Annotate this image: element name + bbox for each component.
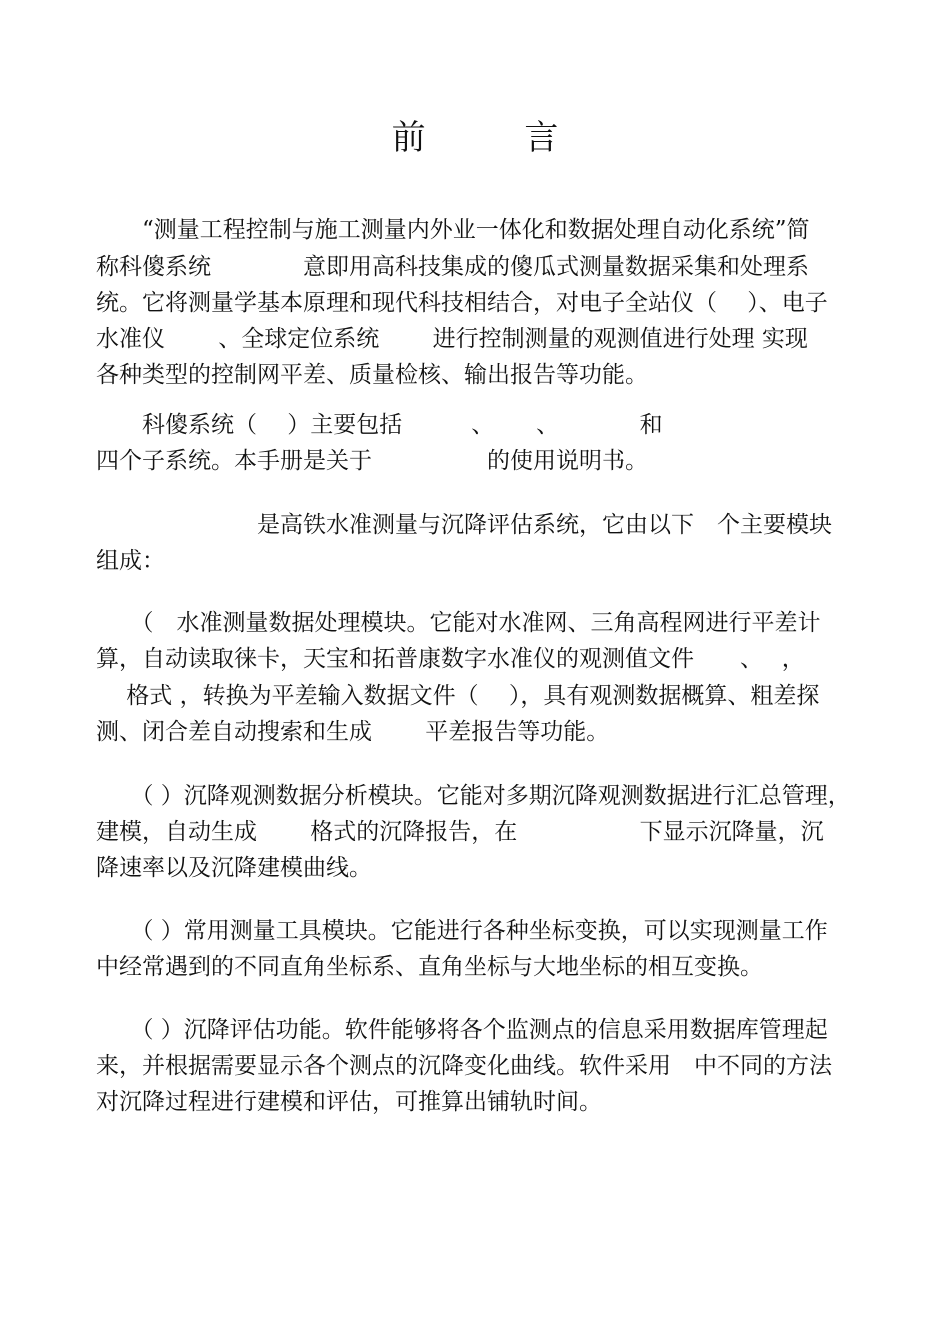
paragraph-line: 四个子系统。本手册是关于 的使用说明书。 bbox=[96, 448, 648, 474]
paragraph-line: 各种类型的控制网平差、质量检核、输出报告等功能。 bbox=[96, 362, 648, 388]
paragraph-line: （ 水准测量数据处理模块。它能对水准网、三角高程网进行平差计 bbox=[96, 610, 821, 636]
paragraph-line: 算，自动读取徕卡，天宝和拓普康数字水准仪的观测值文件 、 ， bbox=[96, 646, 805, 672]
paragraph-line: 水准仪 、全球定位系统 进行控制测量的观测值进行处理 实现 bbox=[96, 326, 808, 352]
paragraph-line: “测量工程控制与施工测量内外业一体化和数据处理自动化系统”简 bbox=[96, 217, 810, 243]
paragraph-line: 格式 ，转换为平差输入数据文件（ ），具有观测数据概算、粗差探 bbox=[96, 683, 820, 709]
paragraph-line: （ ）沉降观测数据分析模块。它能对多期沉降观测数据进行汇总管理， bbox=[96, 783, 851, 809]
paragraph-line: 来，并根据需要显示各个测点的沉降变化曲线。软件采用 中不同的方法 bbox=[96, 1053, 832, 1079]
page-title: 前 言 bbox=[391, 118, 603, 158]
paragraph-line: 称科傻系统 意即用高科技集成的傻瓜式测量数据采集和处理系 bbox=[96, 254, 809, 280]
paragraph-line: 建模，自动生成 格式的沉降报告，在 下显示沉降量，沉 bbox=[96, 819, 824, 845]
paragraph-line: （ ）沉降评估功能。软件能够将各个监测点的信息采用数据库管理起 bbox=[96, 1017, 828, 1043]
paragraph-line: 降速率以及沉降建模曲线。 bbox=[96, 855, 372, 881]
paragraph-line: 对沉降过程进行建模和评估，可推算出铺轨时间。 bbox=[96, 1089, 602, 1115]
paragraph-line: 组成： bbox=[96, 548, 165, 574]
paragraph-line: 测、闭合差自动搜索和生成 平差报告等功能。 bbox=[96, 719, 610, 745]
paragraph-line: 是高铁水准测量与沉降评估系统，它由以下 个主要模块 bbox=[96, 512, 832, 538]
paragraph-line: 中经常遇到的不同直角坐标系、直角坐标与大地坐标的相互变换。 bbox=[96, 954, 763, 980]
paragraph-line: 统。它将测量学基本原理和现代科技相结合，对电子全站仪（ ）、电子 bbox=[96, 290, 828, 316]
paragraph-line: （ ）常用测量工具模块。它能进行各种坐标变换，可以实现测量工作 bbox=[96, 918, 828, 944]
paragraph-line: 科傻系统（ ）主要包括 、 、 和 bbox=[96, 412, 663, 438]
